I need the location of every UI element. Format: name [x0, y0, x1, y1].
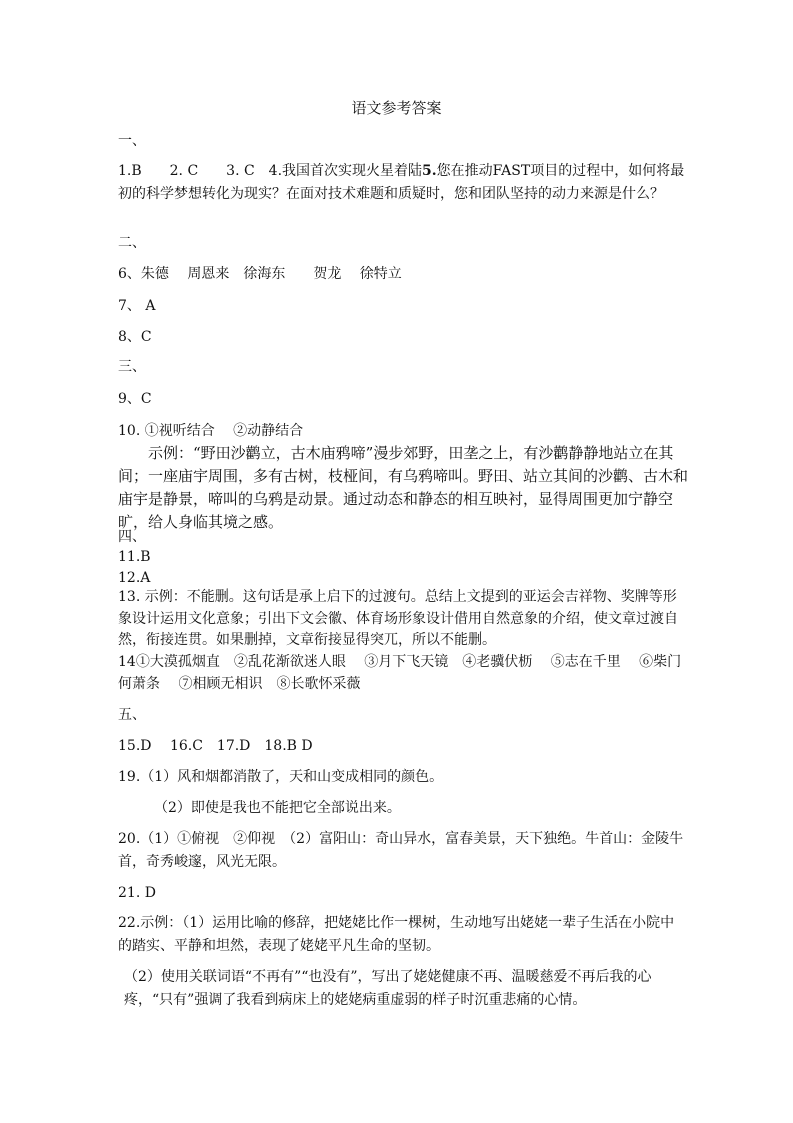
answer-q8: 8、C — [118, 329, 152, 345]
section-heading-5: 五、 — [118, 707, 146, 723]
page-title: 语文参考答案 — [351, 99, 442, 117]
answer-q9: 9、C — [118, 391, 152, 407]
answer-q13: 13. 示例：不能删。这句话是承上启下的过渡句。总结上文提到的亚运会吉祥物、奖牌等形象设计运用文化意象；引出下文会徽、体育场形象设计借用自然意象的介绍，使文章过渡自然，衔接连贯。如果删掉，文章衔接显得突兀，所以不能删。 — [118, 589, 678, 648]
answer-q7: 7、 A — [118, 298, 156, 314]
section-heading-1: 一、 — [118, 133, 146, 149]
answer-q14: 14①大漠孤烟直 ②乱花渐欲迷人眼 ③月下飞天镜 ④老骥伏枥 ⑤志在千里 ⑥柴门何萧条 ⑦相顾无相识 ⑧长歌怀采薇 — [118, 654, 682, 692]
answer-q19-1: 19.（1）风和烟都消散了，天和山变成相同的颜色。 — [118, 769, 444, 785]
answer-q12: 12.A — [118, 570, 151, 586]
answer-q22-2: （2）使用关联词语“不再有”“也没有”，写出了姥姥健康不再、温暖慈爱不再后我的心疼，“只有”强调了我看到病床上的姥姥病重虚弱的样子时沉重悲痛的心情。 — [124, 969, 652, 1008]
answer-q10: 10. ①视听结合 ②动静结合 — [118, 423, 304, 439]
answer-q6: 6、朱德 周恩来 徐海东 贺龙 徐特立 — [118, 266, 402, 282]
answer-q19-2: （2）即使是我也不能把它全部说出来。 — [154, 800, 401, 816]
answer-q22-1: 22.示例：（1）运用比喻的修辞，把姥姥比作一棵树，生动地写出姥姥一辈子生活在小院中的踏实、平静和坦然，表现了姥姥平凡生命的坚韧。 — [118, 915, 675, 954]
answer-q1-5 — [118, 160, 688, 205]
q5-number: 5. — [422, 163, 437, 179]
section-heading-3: 三、 — [118, 359, 146, 375]
answer-q20: 20.（1）①俯视 ②仰视 （2）富阳山：奇山异水，富春美景，天下独绝。牛首山：金陵牛首，奇秀峻邃，风光无限。 — [118, 831, 684, 870]
answer-q21: 21. D — [118, 885, 156, 901]
answer-q11: 11.B — [118, 549, 151, 565]
answer-q10-example: 示例：“野田沙鹳立，古木庙鸦啼”漫步郊野，田垄之上，有沙鹳静静地站立在其间；一座庙宇周围，多有古树，枝桠间，有乌鸦啼叫。野田、站立其间的沙鹳、古木和庙宇是静景，啼叫的乌鸦是动景。通过动态和静态的相互映衬，显得周围更加宁静空旷，给人身临其境之感。 — [118, 444, 689, 531]
answer-q15-18: 15.D 16.C 17.D 18.B D — [118, 738, 313, 754]
answer-q1-4: 1.B 2. C 3. C 4.我国首次实现火星着陆 — [118, 163, 423, 179]
section-heading-4: 四、 — [118, 529, 146, 545]
answer-q5: 您在推动FAST项目的过程中，如何将最初的科学梦想转化为现实？在面对技术难题和质疑时，您和团队坚持的动力来源是什么？ — [118, 163, 685, 202]
section-heading-2: 二、 — [118, 235, 146, 251]
